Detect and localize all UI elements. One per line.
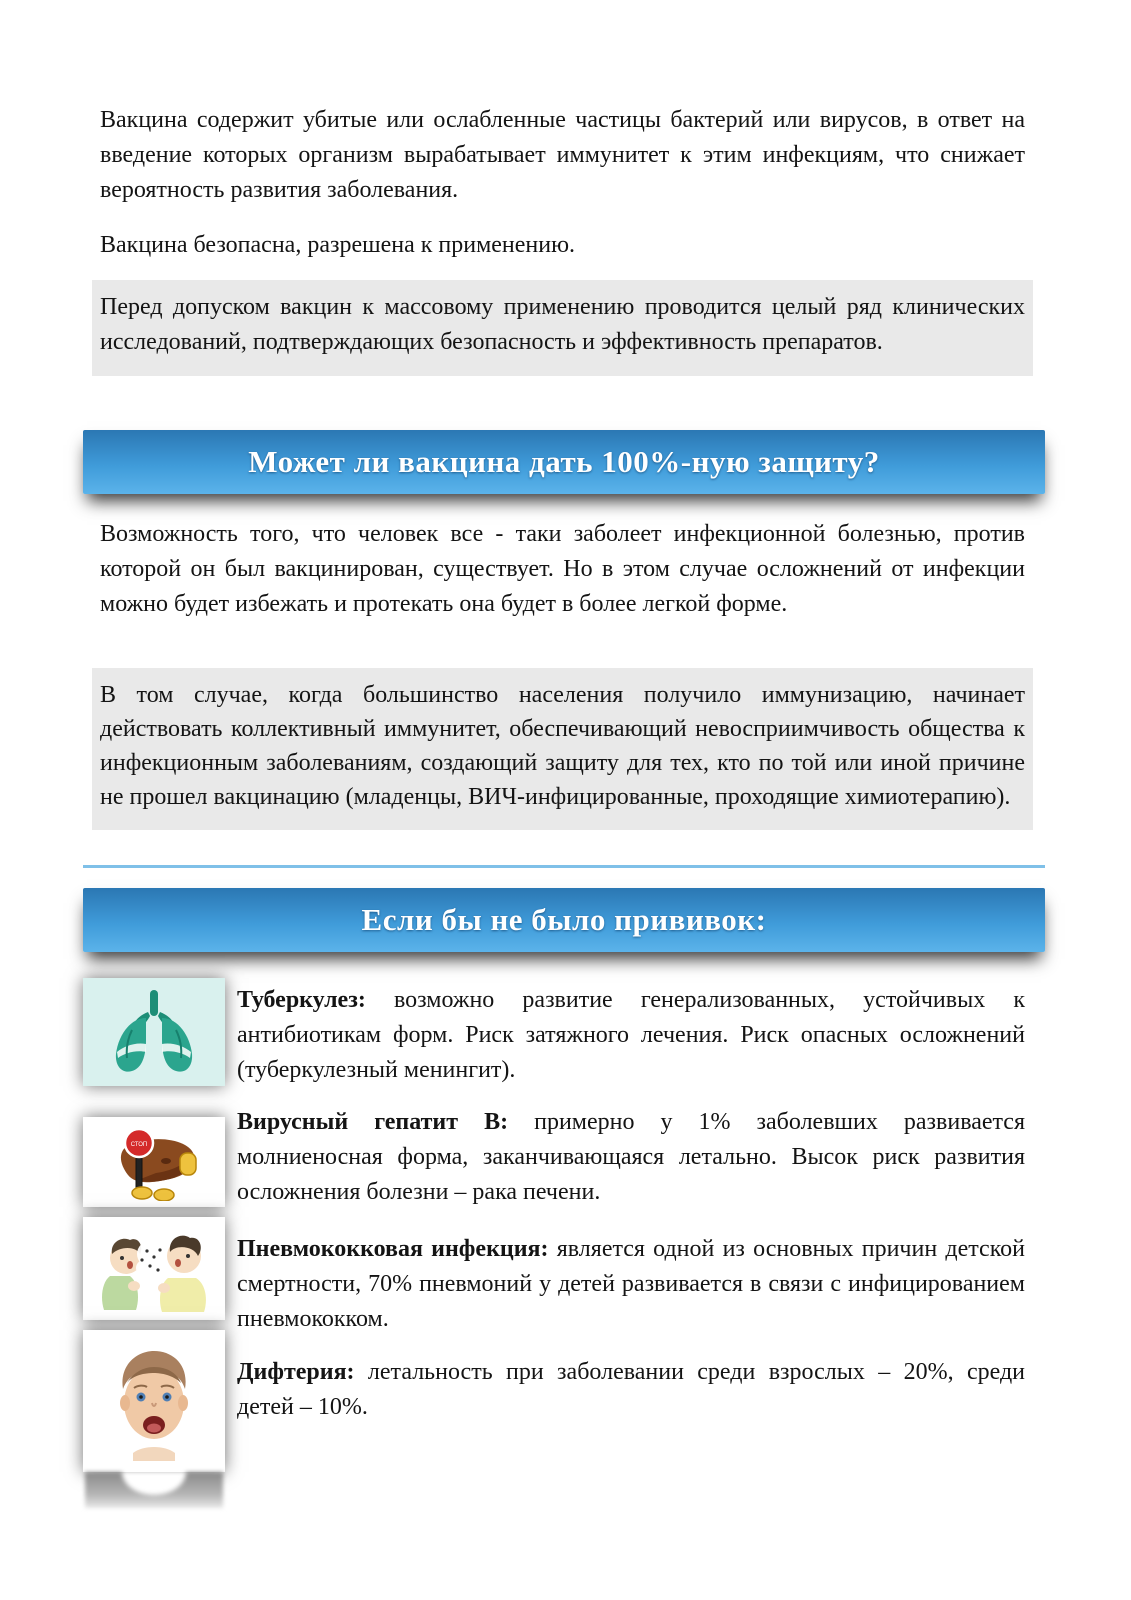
disease-item-hepatitis-b [237,1105,1025,1210]
lungs-icon [83,978,225,1086]
sneezing-children-icon [83,1217,225,1320]
disease-description: является одной из основных причин детской смертности, 70% пневмоний у детей развивается в связи с инфицированием пневмококком. [237,1236,1025,1332]
paragraph-vaccine-contains: Вакцина содержит убитые или ослабленные частицы бактерий или вирусов, в ответ на введение которых организм вырабатывает иммунитет к этим инфекциям, что снижает вероятность развития заболевания. [100,107,1025,203]
divider-line [83,865,1045,868]
section-banner-100-percent-protection [83,430,1045,494]
liver-stop-icon [83,1117,225,1207]
disease-description: примерно у 1% заболевших развивается молниеносная форма, заканчивающаяся летально. Высок риск развития осложнения болезни – рака печени. [237,1109,1025,1205]
disease-item-tuberculosis [237,983,1025,1088]
paragraph-vaccine-safe: Вакцина безопасна, разрешена к применению. [100,232,576,258]
disease-term: Вирусный гепатит В: [237,1109,509,1135]
section-banner-if-no-vaccinations [83,888,1045,952]
disease-item-pneumococcal [237,1232,1025,1337]
disease-item-diphtheria [237,1355,1025,1425]
highlight-block-clinical-trials [92,280,1033,376]
disease-description: летальность при заболевании среди взрослых – 20%, среди детей – 10%. [237,1359,1025,1420]
disease-icon-strip [83,963,225,1508]
highlight-text: Перед допуском вакцин к массовому применению проводится целый ряд клинических исследований, подтверждающих безопасность и эффективность препаратов. [100,294,1025,355]
child-face-icon [83,1330,225,1472]
disease-term: Пневмококковая инфекция: [237,1236,549,1262]
highlight-block-herd-immunity [92,668,1033,830]
highlight-text: В том случае, когда большинство населения получило иммунизацию, начинает действовать коллективный иммунитет, обеспечивающий невосприимчивость общества к инфекционным заболеваниям, создающий защиту для тех, кто по той или иной причине не прошел вакцинацию (младенцы, ВИЧ-инфицированные, проходящие химиотерапию). [100,682,1025,810]
paragraph-possibility-of-illness: Возможность того, что человек все - таки заболеет инфекционной болезнью, против которой он был вакцинирован, существует. Но в этом случае осложнений от инфекции можно будет избежать и протекать она будет в более легкой форме. [100,521,1025,617]
disease-description: возможно развитие генерализованных, устойчивых к антибиотикам форм. Риск затяжного лечения. Риск опасных осложнений (туберкулезный менингит). [237,987,1025,1083]
svg-text:СТОП: СТОП [130,1142,148,1148]
banner-title: Если бы не было прививок: [361,902,767,937]
disease-term: Туберкулез: [237,987,366,1013]
banner-title: Может ли вакцина дать 100%-ную защиту? [248,444,880,479]
strip-curl-shadow [85,1472,223,1508]
disease-term: Дифтерия: [237,1359,355,1385]
